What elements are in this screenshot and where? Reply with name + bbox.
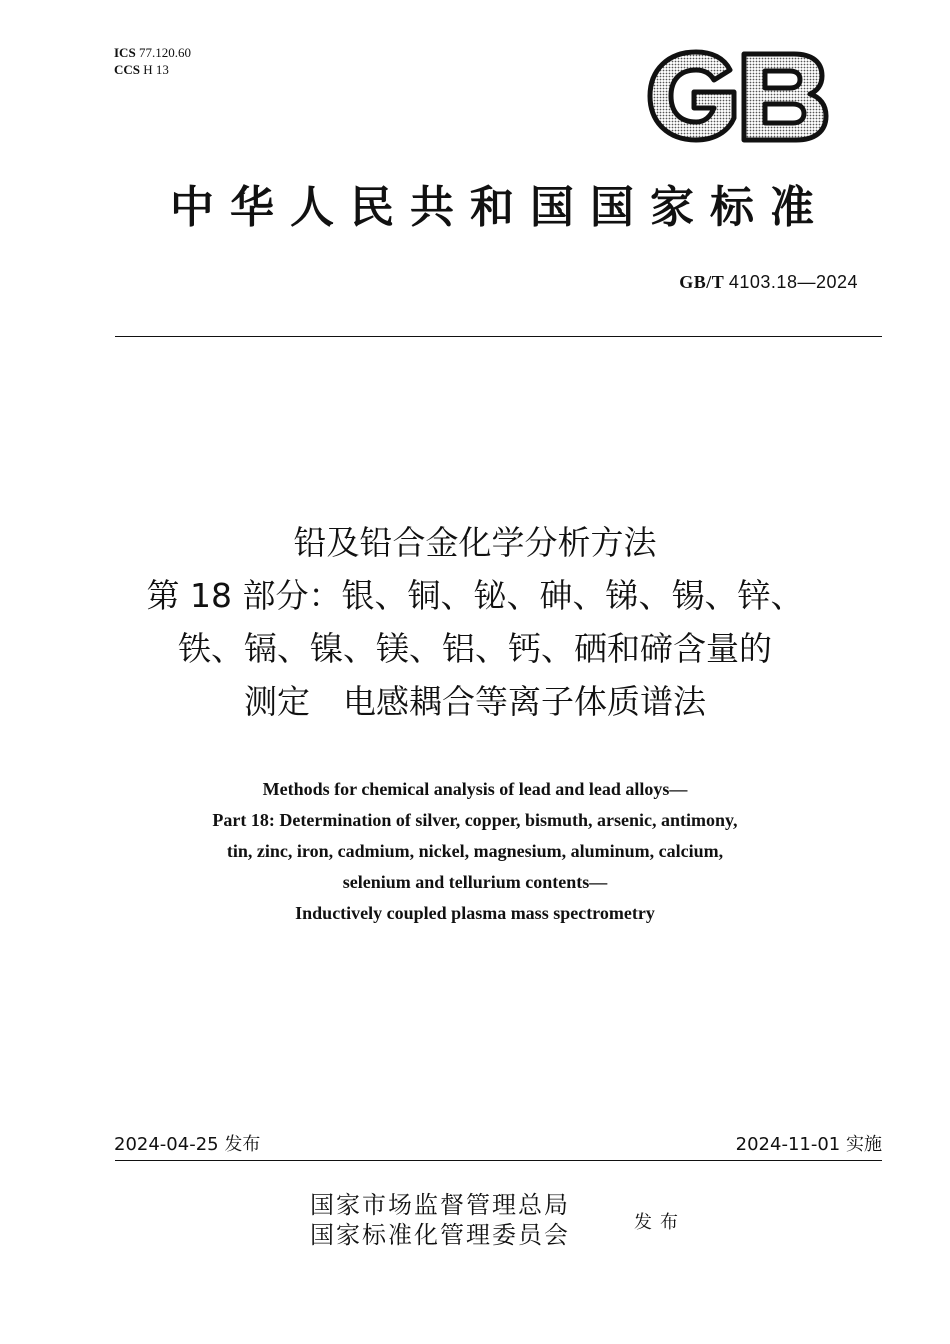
- standard-code: 4103.18—2024: [728, 272, 858, 292]
- chinese-title-line: 铁、镉、镍、镁、铝、钙、硒和碲含量的: [178, 629, 772, 668]
- chinese-title-line: 第 18 部分：银、铜、铋、砷、锑、锡、锌、: [146, 576, 804, 615]
- english-title-line: Inductively coupled plasma mass spectrometry: [295, 903, 655, 923]
- ccs-value: H 13: [143, 62, 169, 77]
- standard-number: [679, 272, 858, 293]
- national-standard-title: 中华人民共和国国家标准: [170, 182, 830, 233]
- ics-code: [114, 44, 191, 61]
- top-divider: [115, 336, 882, 337]
- gb-logo: [644, 48, 832, 144]
- ccs-label: CCS: [114, 62, 141, 77]
- standard-prefix: GB/T: [679, 272, 724, 292]
- english-title-line: tin, zinc, iron, cadmium, nickel, magnesium, aluminum, calcium,: [226, 841, 724, 861]
- issuer-name: 国家标准化管理委员会: [310, 1221, 570, 1249]
- issue-date: 2024-04-25 发布: [114, 1134, 261, 1155]
- chinese-title-line: 测定 电感耦合等离子体质谱法: [244, 682, 706, 721]
- english-title-line: selenium and tellurium contents—: [342, 872, 608, 892]
- english-title-line: Part 18: Determination of silver, copper, bismuth, arsenic, antimony,: [212, 810, 738, 830]
- issuing-organizations: [310, 1190, 570, 1250]
- issued-label: 发布: [634, 1212, 686, 1233]
- ics-value: 77.120.60: [138, 45, 191, 60]
- ics-label: ICS: [114, 45, 136, 60]
- english-title: [75, 774, 875, 929]
- ccs-code: [114, 61, 191, 78]
- issuer-name: 国家市场监督管理总局: [310, 1191, 570, 1219]
- implementation-date: 2024-11-01 实施: [735, 1134, 882, 1155]
- english-title-line: Methods for chemical analysis of lead and lead alloys—: [262, 779, 688, 799]
- classification-codes: [114, 44, 191, 78]
- chinese-title: [75, 516, 875, 728]
- chinese-title-line: 铅及铅合金化学分析方法: [293, 523, 657, 562]
- bottom-divider: [115, 1160, 882, 1161]
